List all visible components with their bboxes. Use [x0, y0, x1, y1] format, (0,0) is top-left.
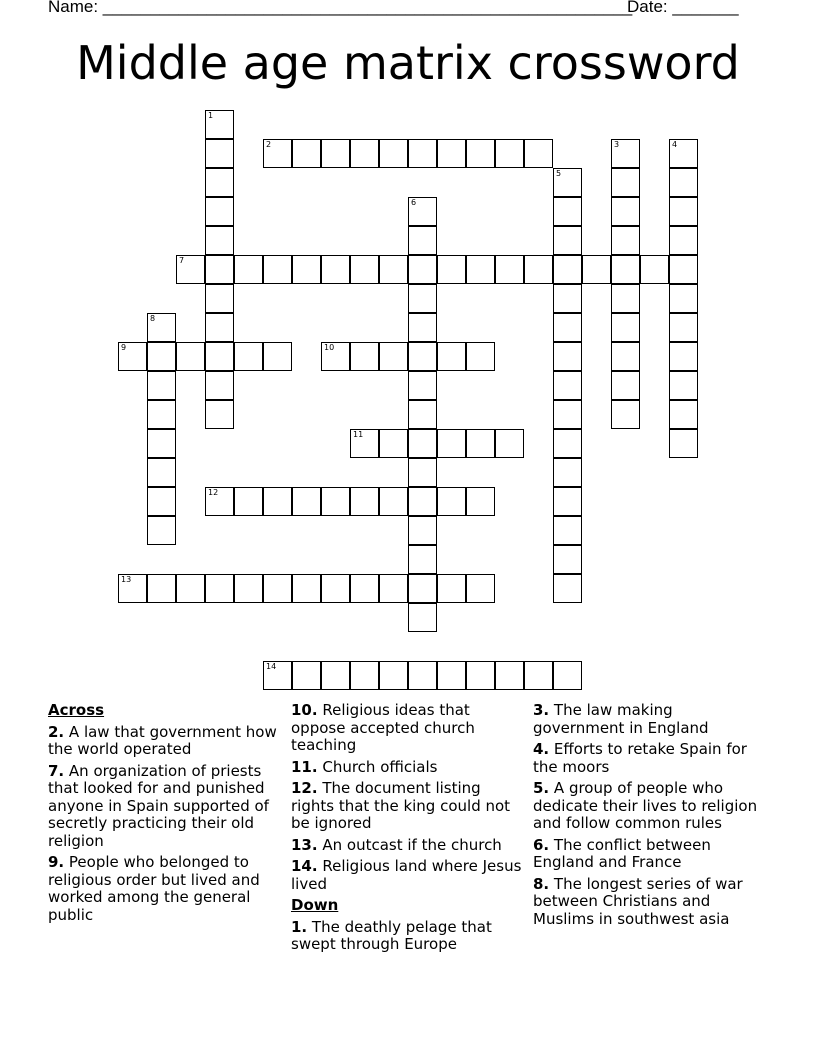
grid-cell[interactable] [553, 313, 582, 342]
grid-cell[interactable] [234, 574, 263, 603]
grid-cell[interactable] [553, 429, 582, 458]
clue-number: 1 [208, 111, 214, 120]
clue-number: 14 [266, 662, 277, 671]
grid-cell[interactable] [611, 342, 640, 371]
grid-cell[interactable] [263, 139, 292, 168]
grid-cell[interactable] [176, 255, 205, 284]
grid-cell[interactable] [147, 487, 176, 516]
grid-cell[interactable] [350, 574, 379, 603]
grid-cell[interactable] [408, 139, 437, 168]
grid-cell[interactable] [205, 284, 234, 313]
grid-cell[interactable] [292, 139, 321, 168]
grid-cell[interactable] [466, 342, 495, 371]
grid-cell[interactable] [611, 197, 640, 226]
clue-down-6: 6. The conflict between England and France [533, 835, 711, 871]
grid-cell[interactable] [437, 139, 466, 168]
grid-cell[interactable] [321, 487, 350, 516]
grid-cell[interactable] [466, 139, 495, 168]
page-title: Middle age matrix crossword [76, 36, 740, 90]
clue-number: 6 [411, 198, 417, 207]
grid-cell[interactable] [350, 139, 379, 168]
grid-cell[interactable] [495, 429, 524, 458]
grid-cell[interactable] [147, 516, 176, 545]
clue-number: 4 [672, 140, 678, 149]
grid-cell[interactable] [611, 284, 640, 313]
grid-cell[interactable] [466, 429, 495, 458]
grid-cell[interactable] [147, 458, 176, 487]
grid-cell[interactable] [321, 661, 350, 690]
grid-cell[interactable] [321, 342, 350, 371]
name-field[interactable]: Name: ________________________________________________________ [48, 0, 633, 16]
across-heading: Across [48, 701, 105, 719]
grid-cell[interactable] [205, 487, 234, 516]
grid-cell[interactable] [118, 342, 147, 371]
grid-cell[interactable] [437, 342, 466, 371]
grid-cell[interactable] [408, 487, 437, 516]
clue-across-7: 7. An organization of priests that looked for and punished anyone in Spain supported of secretly practicing their old religion [48, 761, 269, 850]
grid-cell[interactable] [611, 255, 640, 284]
clue-across-9: 9. People who belonged to religious order but lived and worked among the general public [48, 853, 260, 924]
grid-cell[interactable] [553, 226, 582, 255]
grid-cell[interactable] [292, 574, 321, 603]
grid-cell[interactable] [205, 255, 234, 284]
grid-cell[interactable] [553, 516, 582, 545]
grid-cell[interactable] [408, 661, 437, 690]
grid-cell[interactable] [669, 197, 698, 226]
grid-cell[interactable] [350, 429, 379, 458]
grid-cell[interactable] [379, 429, 408, 458]
grid-cell[interactable] [553, 371, 582, 400]
grid-cell[interactable] [205, 342, 234, 371]
grid-cell[interactable] [524, 139, 553, 168]
grid-cell[interactable] [437, 574, 466, 603]
grid-cell[interactable] [408, 458, 437, 487]
clue-number: 5 [556, 169, 562, 178]
grid-cell[interactable] [292, 487, 321, 516]
clue-number: 8 [150, 314, 156, 323]
grid-cell[interactable] [118, 574, 147, 603]
grid-cell[interactable] [147, 574, 176, 603]
grid-cell[interactable] [234, 342, 263, 371]
grid-cell[interactable] [408, 284, 437, 313]
grid-cell[interactable] [147, 400, 176, 429]
clue-number: 9 [121, 343, 127, 352]
clue-number: 12 [208, 488, 219, 497]
grid-cell[interactable] [582, 255, 611, 284]
clue-across-12: 12. The document listing rights that the king could not be ignored [291, 779, 511, 832]
grid-cell[interactable] [408, 226, 437, 255]
grid-cell[interactable] [321, 139, 350, 168]
grid-cell[interactable] [437, 487, 466, 516]
grid-cell[interactable] [205, 197, 234, 226]
grid-cell[interactable] [553, 342, 582, 371]
grid-cell[interactable] [263, 574, 292, 603]
grid-cell[interactable] [611, 400, 640, 429]
clue-down-1: 1. The deathly pelage that swept through Europe [291, 917, 492, 953]
grid-cell[interactable] [437, 255, 466, 284]
grid-cell[interactable] [553, 400, 582, 429]
grid-cell[interactable] [408, 574, 437, 603]
grid-cell[interactable] [263, 661, 292, 690]
grid-cell[interactable] [611, 139, 640, 168]
grid-cell[interactable] [379, 342, 408, 371]
grid-cell[interactable] [408, 603, 437, 632]
grid-cell[interactable] [611, 226, 640, 255]
clues-column-3 [533, 702, 768, 932]
grid-cell[interactable] [524, 661, 553, 690]
grid-cell[interactable] [205, 574, 234, 603]
grid-cell[interactable] [350, 342, 379, 371]
grid-cell[interactable] [553, 284, 582, 313]
grid-cell[interactable] [321, 574, 350, 603]
grid-cell[interactable] [669, 284, 698, 313]
grid-cell[interactable] [234, 487, 263, 516]
clues-column-2 [291, 702, 526, 958]
clue-across-10: 10. Religious ideas that oppose accepted church teaching [291, 701, 475, 754]
grid-cell[interactable] [379, 574, 408, 603]
grid-cell[interactable] [495, 255, 524, 284]
clue-across-11: 11. Church officials [291, 757, 438, 776]
clue-number: 3 [614, 140, 620, 149]
grid-cell[interactable] [669, 313, 698, 342]
grid-cell[interactable] [669, 226, 698, 255]
grid-cell[interactable] [669, 400, 698, 429]
grid-cell[interactable] [408, 371, 437, 400]
grid-cell[interactable] [263, 342, 292, 371]
grid-cell[interactable] [408, 516, 437, 545]
clue-number: 2 [266, 140, 272, 149]
grid-cell[interactable] [553, 458, 582, 487]
grid-cell[interactable] [205, 313, 234, 342]
grid-cell[interactable] [669, 168, 698, 197]
date-field[interactable]: Date: _______ [627, 0, 739, 16]
grid-cell[interactable] [466, 574, 495, 603]
grid-cell[interactable] [553, 197, 582, 226]
clue-down-8: 8. The longest series of war between Christians and Muslims in southwest asia [533, 874, 743, 928]
grid-cell[interactable] [669, 429, 698, 458]
grid-cell[interactable] [263, 255, 292, 284]
grid-cell[interactable] [611, 168, 640, 197]
grid-cell[interactable] [205, 226, 234, 255]
grid-cell[interactable] [553, 168, 582, 197]
grid-cell[interactable] [466, 255, 495, 284]
grid-cell[interactable] [147, 429, 176, 458]
grid-cell[interactable] [408, 545, 437, 574]
grid-cell[interactable] [321, 255, 350, 284]
grid-cell[interactable] [553, 574, 582, 603]
grid-cell[interactable] [205, 168, 234, 197]
grid-cell[interactable] [379, 255, 408, 284]
grid-cell[interactable] [147, 313, 176, 342]
grid-cell[interactable] [350, 255, 379, 284]
grid-cell[interactable] [495, 661, 524, 690]
grid-cell[interactable] [611, 371, 640, 400]
grid-cell[interactable] [379, 487, 408, 516]
grid-cell[interactable] [350, 487, 379, 516]
clue-down-3: 3. The law making government in England [533, 701, 709, 737]
grid-cell[interactable] [466, 487, 495, 516]
grid-cell[interactable] [669, 371, 698, 400]
down-heading: Down [291, 896, 339, 914]
grid-cell[interactable] [147, 342, 176, 371]
grid-cell[interactable] [669, 342, 698, 371]
grid-cell[interactable] [408, 429, 437, 458]
clue-across-13: 13. An outcast if the church [291, 835, 502, 854]
grid-cell[interactable] [553, 545, 582, 574]
grid-cell[interactable] [176, 574, 205, 603]
clue-down-5: 5. A group of people who dedicate their lives to religion and follow common rules [533, 779, 758, 832]
clue-number: 11 [353, 430, 364, 439]
grid-cell[interactable] [292, 661, 321, 690]
grid-cell[interactable] [350, 661, 379, 690]
clues-column-1 [48, 702, 283, 928]
grid-cell[interactable] [379, 661, 408, 690]
grid-cell[interactable] [205, 371, 234, 400]
grid-cell[interactable] [553, 487, 582, 516]
grid-cell[interactable] [669, 255, 698, 284]
clue-across-14: 14. Religious land where Jesus lived [291, 857, 522, 893]
grid-cell[interactable] [205, 110, 234, 139]
grid-cell[interactable] [408, 342, 437, 371]
grid-cell[interactable] [611, 313, 640, 342]
grid-cell[interactable] [234, 255, 263, 284]
grid-cell[interactable] [408, 400, 437, 429]
grid-cell[interactable] [437, 661, 466, 690]
grid-cell[interactable] [669, 139, 698, 168]
grid-cell[interactable] [147, 371, 176, 400]
grid-cell[interactable] [408, 313, 437, 342]
grid-cell[interactable] [408, 255, 437, 284]
grid-cell[interactable] [379, 139, 408, 168]
grid-cell[interactable] [176, 342, 205, 371]
grid-cell[interactable] [466, 661, 495, 690]
grid-cell[interactable] [263, 487, 292, 516]
grid-cell[interactable] [437, 429, 466, 458]
clue-number: 10 [324, 343, 335, 352]
grid-cell[interactable] [553, 661, 582, 690]
clue-number: 13 [121, 575, 132, 584]
grid-cell[interactable] [205, 400, 234, 429]
grid-cell[interactable] [292, 255, 321, 284]
grid-cell[interactable] [495, 139, 524, 168]
clue-number: 7 [179, 256, 185, 265]
clue-down-4: 4. Efforts to retake Spain for the moors [533, 740, 747, 776]
clue-across-2: 2. A law that government how the world operated [48, 722, 277, 758]
grid-cell[interactable] [524, 255, 553, 284]
grid-cell[interactable] [553, 255, 582, 284]
grid-cell[interactable] [640, 255, 669, 284]
grid-cell[interactable] [408, 197, 437, 226]
grid-cell[interactable] [205, 139, 234, 168]
